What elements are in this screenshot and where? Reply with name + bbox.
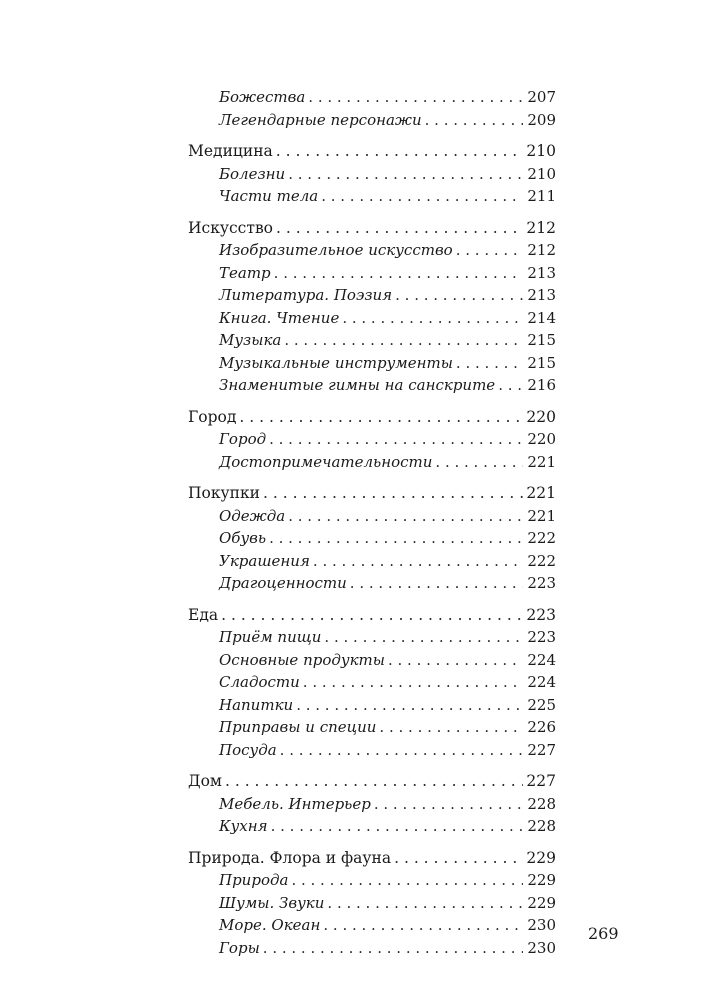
toc-entry	[188, 140, 556, 163]
toc-subentry	[188, 109, 556, 132]
toc-subentry-title: Напитки	[219, 695, 294, 714]
toc-subentry-title: Природа	[219, 871, 289, 889]
dot-leader	[456, 352, 523, 375]
toc-subentry	[188, 185, 556, 208]
toc-entry	[188, 770, 556, 793]
toc-subentry-page: 229	[527, 871, 556, 889]
toc-subentry	[188, 451, 556, 474]
toc-subentry-page: 215	[527, 331, 556, 349]
dot-leader	[324, 626, 523, 649]
toc-subentry	[188, 307, 556, 330]
toc-entry	[188, 406, 556, 429]
toc-subentry-page: 212	[527, 241, 556, 259]
toc-subentry-page: 222	[527, 529, 556, 547]
toc-section	[188, 217, 556, 397]
dot-leader	[271, 815, 523, 838]
toc-subentry	[188, 505, 556, 528]
toc-subentry	[188, 284, 556, 307]
toc-subentry-title: Знаменитые гимны на санскрите	[219, 376, 496, 394]
dot-leader	[321, 185, 523, 208]
dot-leader	[291, 869, 523, 892]
toc-section	[188, 770, 556, 838]
dot-leader	[288, 163, 523, 186]
toc-subentry	[188, 793, 556, 816]
toc-entry-title: Медицина	[188, 142, 273, 160]
dot-leader	[425, 109, 523, 132]
toc-entry-page: 210	[526, 142, 556, 160]
toc-entry-page: 212	[526, 218, 556, 237]
toc-subentry-page: 228	[527, 794, 556, 813]
toc-subentry	[188, 649, 556, 672]
toc-subentry-title: Музыка	[219, 331, 282, 349]
toc-section	[188, 482, 556, 595]
dot-leader	[274, 262, 523, 285]
toc-section	[188, 847, 556, 960]
toc-entry-page: 227	[526, 772, 556, 790]
toc-subentry	[188, 815, 556, 838]
toc-subentry-title: Приём пищи	[219, 628, 322, 646]
toc-subentry-title: Болезни	[219, 164, 286, 183]
toc-subentry	[188, 739, 556, 762]
toc-subentry-page: 216	[527, 376, 556, 394]
dot-leader	[394, 847, 523, 870]
toc-subentry-title: Драгоценности	[219, 574, 347, 592]
dot-leader	[379, 716, 523, 739]
toc-subentry-title: Приправы и специи	[219, 718, 377, 736]
toc-section	[188, 86, 556, 131]
dot-leader	[374, 793, 523, 816]
toc-subentry-title: Город	[219, 430, 267, 448]
dot-leader	[498, 374, 523, 397]
toc-subentry-page: 214	[527, 308, 556, 327]
toc-subentry	[188, 671, 556, 694]
toc-entry-page: 229	[526, 848, 556, 867]
dot-leader	[280, 739, 523, 762]
toc-subentry-title: Горы	[219, 938, 260, 957]
dot-leader	[388, 649, 523, 672]
toc-section	[188, 140, 556, 208]
toc-subentry-page: 223	[527, 574, 556, 592]
dot-leader	[276, 140, 523, 163]
toc-subentry	[188, 527, 556, 550]
toc-section	[188, 604, 556, 762]
toc-subentry	[188, 626, 556, 649]
toc-subentry-page: 220	[527, 430, 556, 448]
toc-subentry	[188, 550, 556, 573]
toc-subentry	[188, 163, 556, 186]
toc-subentry-title: Легендарные персонажи	[219, 110, 422, 129]
toc-subentry-title: Изобразительное искусство	[219, 241, 453, 259]
toc-subentry-page: 221	[527, 452, 556, 471]
toc-subentry-page: 215	[527, 353, 556, 372]
dot-leader	[308, 86, 523, 109]
toc-subentry-page: 226	[527, 718, 556, 736]
dot-leader	[239, 406, 523, 429]
toc-entry-page: 220	[526, 407, 556, 426]
dot-leader	[323, 914, 523, 937]
toc-entry-title: Еда	[188, 605, 219, 624]
toc-subentry-title: Литература. Поэзия	[219, 286, 393, 304]
toc-subentry	[188, 716, 556, 739]
toc-subentry-title: Достопримечательности	[219, 452, 433, 471]
toc-subentry-title: Кухня	[219, 817, 268, 835]
dot-leader	[225, 770, 523, 793]
toc-subentry-page: 228	[527, 817, 556, 835]
toc-subentry	[188, 262, 556, 285]
toc-entry-page: 221	[526, 484, 556, 502]
toc-subentry-title: Шумы. Звуки	[219, 893, 325, 912]
dot-leader	[456, 239, 523, 262]
toc-subentry-page: 227	[527, 740, 556, 759]
toc-entry-title: Искусство	[188, 218, 274, 237]
toc-subentry	[188, 937, 556, 960]
toc-subentry-page: 210	[527, 164, 556, 183]
toc-subentry	[188, 352, 556, 375]
dot-leader	[313, 550, 523, 573]
toc-subentry	[188, 572, 556, 595]
toc-entry-title: Дом	[188, 772, 222, 790]
toc-subentry-page: 207	[527, 88, 556, 106]
toc-entry	[188, 604, 556, 627]
toc-subentry-page: 224	[527, 650, 556, 669]
toc-entry-page: 223	[526, 605, 556, 624]
dot-leader	[435, 451, 523, 474]
toc-subentry	[188, 329, 556, 352]
dot-leader	[342, 307, 523, 330]
dot-leader	[263, 482, 523, 505]
toc-entry-title: Природа. Флора и фауна	[188, 848, 392, 867]
toc-entry	[188, 217, 556, 240]
toc-subentry	[188, 914, 556, 937]
dot-leader	[263, 937, 523, 960]
toc-subentry	[188, 374, 556, 397]
toc-subentry-title: Сладости	[219, 673, 300, 691]
page-number: 269	[588, 924, 619, 943]
dot-leader	[276, 217, 523, 240]
toc-entry	[188, 847, 556, 870]
toc-subentry	[188, 239, 556, 262]
toc-subentry-title: Основные продукты	[219, 650, 385, 669]
dot-leader	[269, 527, 523, 550]
toc-subentry	[188, 869, 556, 892]
toc-subentry-title: Обувь	[219, 529, 267, 547]
table-of-contents	[188, 86, 556, 959]
toc-subentry	[188, 86, 556, 109]
dot-leader	[269, 428, 523, 451]
toc-subentry-title: Одежда	[219, 506, 286, 525]
toc-subentry-title: Украшения	[219, 551, 310, 570]
toc-entry-title: Город	[188, 407, 237, 426]
toc-subentry-title: Музыкальные инструменты	[219, 353, 453, 372]
toc-subentry	[188, 694, 556, 717]
toc-subentry-title: Мебель. Интерьер	[219, 794, 371, 813]
toc-subentry-page: 225	[527, 695, 556, 714]
dot-leader	[327, 892, 523, 915]
dot-leader	[303, 671, 523, 694]
dot-leader	[350, 572, 523, 595]
toc-subentry-title: Божества	[219, 88, 306, 106]
toc-subentry	[188, 428, 556, 451]
toc-subentry-page: 230	[527, 938, 556, 957]
toc-subentry-page: 209	[527, 110, 556, 129]
toc-subentry-page: 224	[527, 673, 556, 691]
dot-leader	[221, 604, 523, 627]
toc-subentry-page: 221	[527, 506, 556, 525]
toc-subentry-title: Посуда	[219, 740, 277, 759]
dot-leader	[395, 284, 523, 307]
toc-subentry-page: 213	[527, 286, 556, 304]
toc-subentry-page: 230	[527, 916, 556, 934]
toc-subentry-page: 222	[527, 551, 556, 570]
dot-leader	[288, 505, 523, 528]
dot-leader	[284, 329, 523, 352]
toc-subentry-page: 211	[527, 187, 556, 205]
toc-subentry-title: Море. Океан	[219, 916, 321, 934]
toc-entry	[188, 482, 556, 505]
toc-subentry-title: Части тела	[219, 187, 319, 205]
toc-subentry-page: 223	[527, 628, 556, 646]
toc-subentry-title: Театр	[219, 263, 271, 282]
dot-leader	[296, 694, 523, 717]
toc-section	[188, 406, 556, 474]
toc-subentry-page: 213	[527, 263, 556, 282]
toc-subentry-page: 229	[527, 893, 556, 912]
toc-subentry	[188, 892, 556, 915]
toc-entry-title: Покупки	[188, 484, 261, 502]
toc-subentry-title: Книга. Чтение	[219, 308, 340, 327]
